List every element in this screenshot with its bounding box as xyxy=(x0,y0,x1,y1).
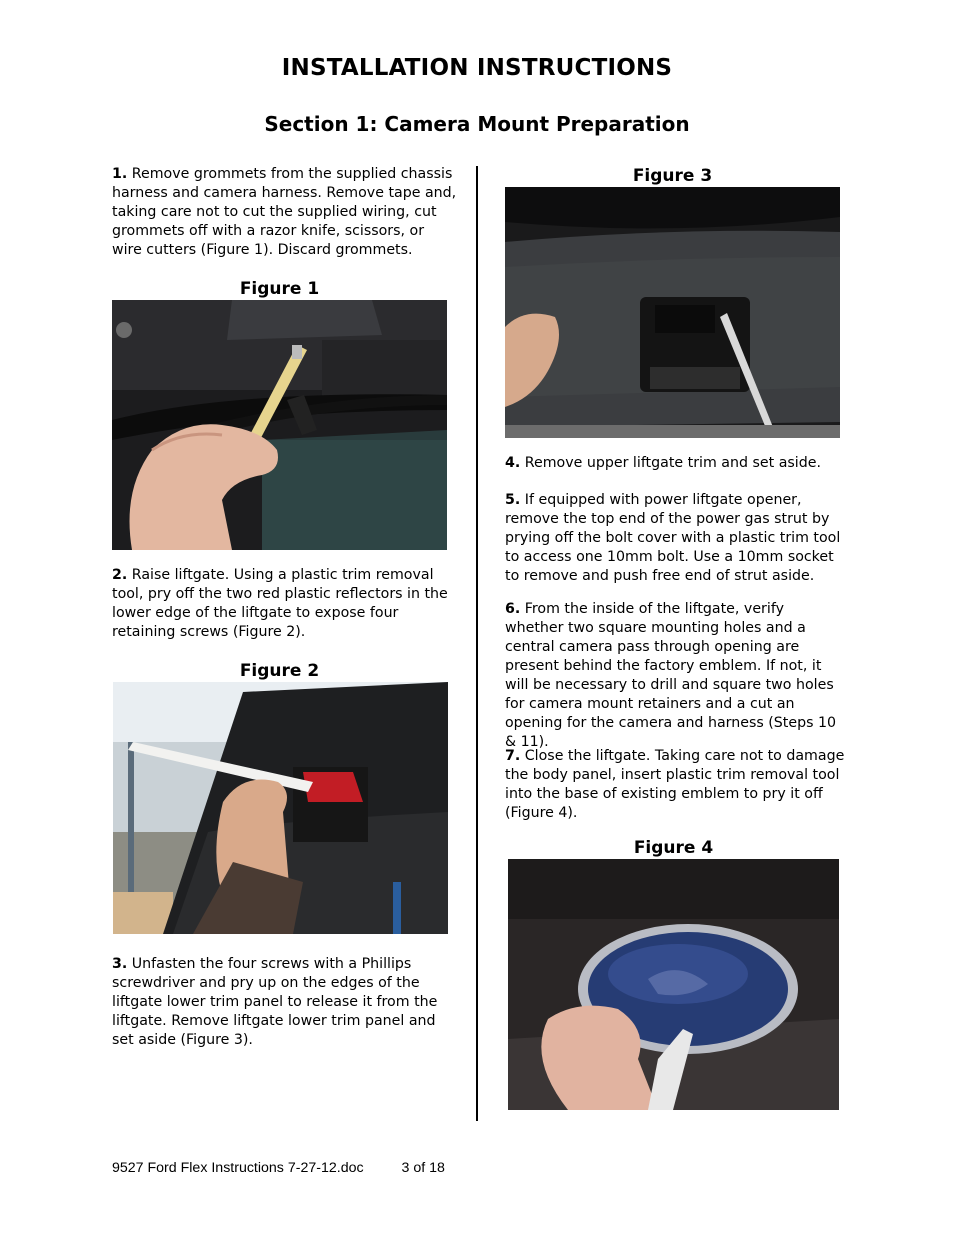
step-4: 4. Remove upper liftgate trim and set aside. xyxy=(505,455,821,471)
step-1: 1. Remove grommets from the supplied chassis harness and camera harness. Remove tape and, taking care not to cut the supplied wiring, cut grommets off with a razor knife, scissors, or wire cutters (Figure 1). Discard grommets. xyxy=(112,166,457,258)
step-2: 2. Raise liftgate. Using a plastic trim removal tool, pry off the two red plastic reflectors in the lower edge of the liftgate to expose four retaining screws (Figure 2). xyxy=(112,567,448,640)
figure-2-photo xyxy=(113,682,448,934)
step-6: 6. From the inside of the liftgate, verify whether two square mounting holes and a central camera pass through opening are present behind the factory emblem. If not, it will be necessary to drill and square two holes for camera mount retainers and a cut an opening for the camera and harness (Steps 10 & 11). xyxy=(505,601,837,750)
section-title: Section 1: Camera Mount Preparation xyxy=(264,112,690,136)
page-title: INSTALLATION INSTRUCTIONS xyxy=(281,55,673,81)
step-5: 5. If equipped with power liftgate opener, remove the top end of the power gas strut by prying off the bolt cover with a plastic trim tool to access one 10mm bolt. Use a 10mm socket to remove and push free end of strut aside. xyxy=(505,492,841,584)
figure-1-caption: Figure 1 xyxy=(239,279,320,299)
footer-page-number: 3 of 18 xyxy=(401,1160,445,1176)
footer xyxy=(112,1160,445,1176)
step-7: 7. Close the liftgate. Taking care not to damage the body panel, insert plastic trim removal tool into the base of existing emblem to pry it off (Figure 4). xyxy=(505,748,845,821)
column-divider xyxy=(476,166,478,1121)
figure-4-caption: Figure 4 xyxy=(633,838,714,858)
figure-3-caption: Figure 3 xyxy=(632,166,713,186)
footer-doc-name: 9527 Ford Flex Instructions 7-27-12.doc xyxy=(112,1160,364,1176)
step-3: 3. Unfasten the four screws with a Phillips screwdriver and pry up on the edges of the liftgate lower trim panel to release it from the liftgate. Remove liftgate lower trim panel and set aside (Figure 3). xyxy=(112,956,438,1048)
figure-1-photo xyxy=(112,300,447,550)
figure-2-caption: Figure 2 xyxy=(239,661,320,681)
figure-3-photo xyxy=(505,187,840,438)
figure-4-photo xyxy=(508,859,839,1110)
